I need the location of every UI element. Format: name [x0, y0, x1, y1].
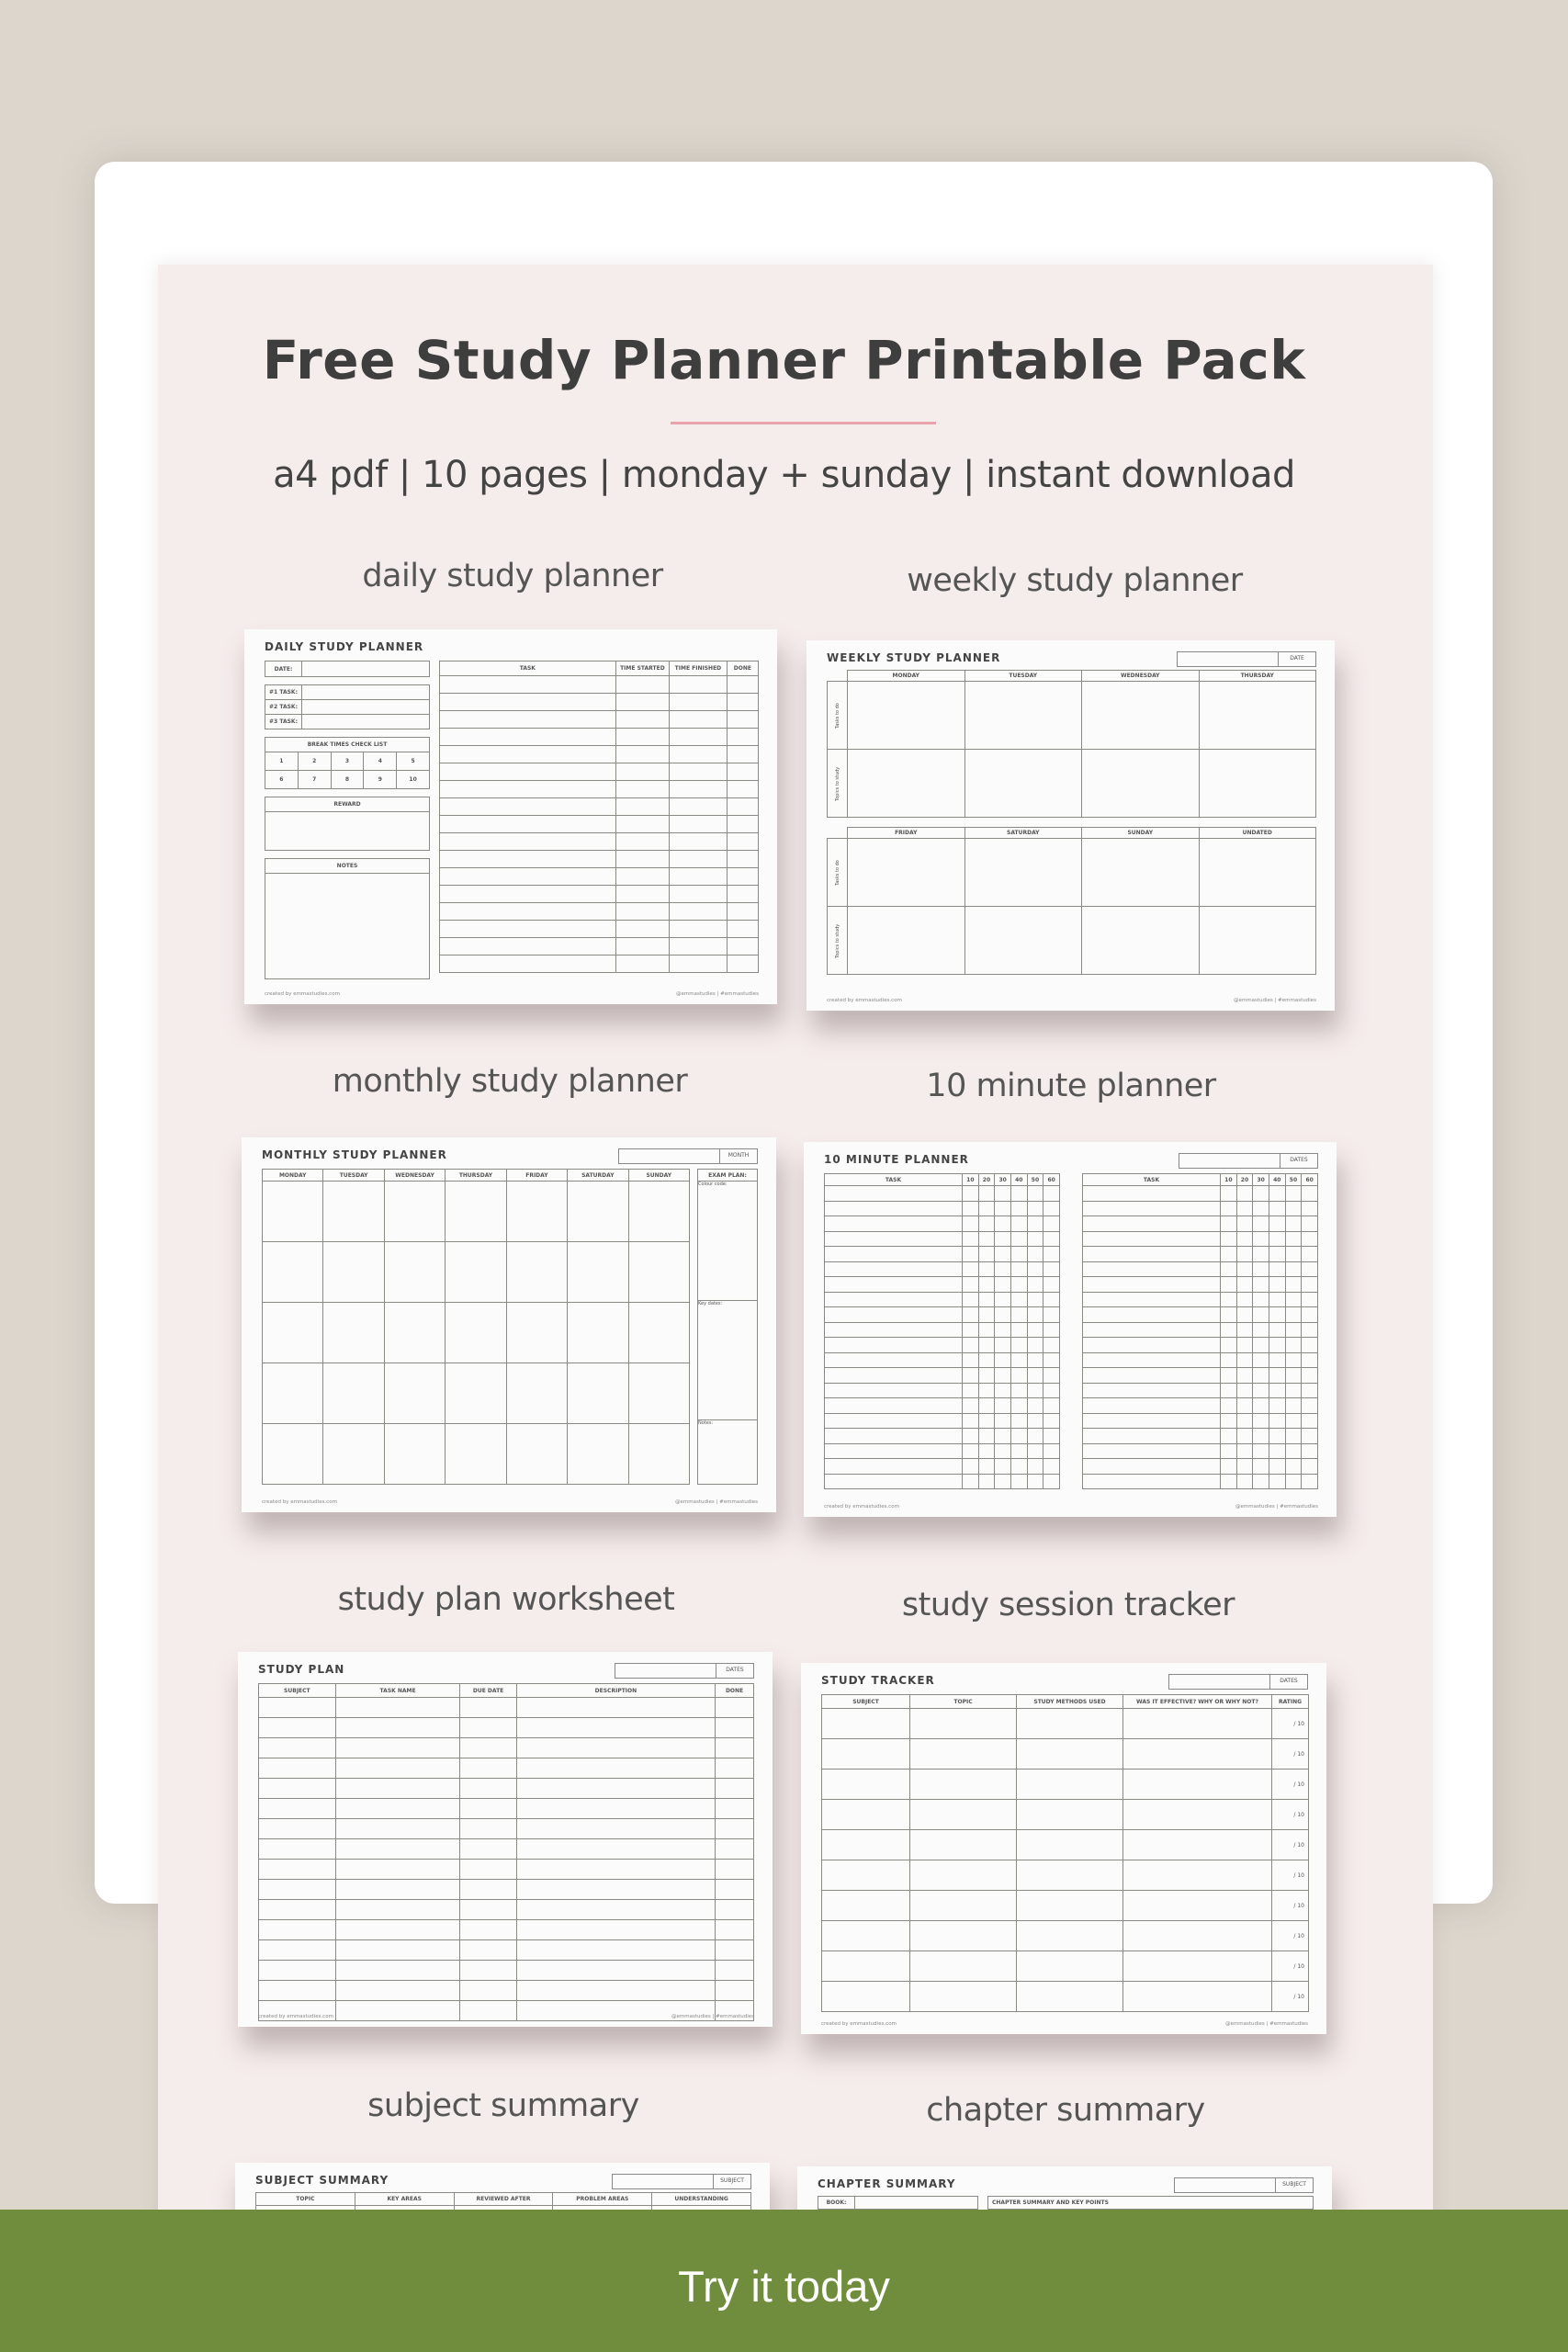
study-tracker-sheet: STUDY TRACKER DATES SUBJECT TOPIC STUDY METHODS USED WAS IT EFFECTIVE? WHY OR WHY NOT? RATING / 10 / 10 / 10 / 10 / 10 / 10 / 10 / 10 / 10 / 10 created by emmastudies.com @emmastudies | #emmastudies [801, 1663, 1326, 2034]
study-plan-sheet: STUDY PLAN DATES SUBJECT TASK NAME DUE DATE DESCRIPTION DONE created by emmastudies.com @emmastudies | #emmastudies [238, 1652, 773, 2027]
subject-field: SUBJECT [612, 2174, 751, 2189]
label-subject-summary: subject summary [367, 2087, 639, 2124]
weekly-planner-sheet: WEEKLY STUDY PLANNER DATE MONDAY TUESDAY WEDNESDAY THURSDAY Tasks to do Topics to study FRIDAY SATURDAY SUNDAY UNDATED Tasks to do Topics to study created by emmastudies.com @emmastudies | #emmastudies [807, 640, 1335, 1011]
label-10-minute: 10 minute planner [926, 1068, 1216, 1104]
monthly-planner-sheet: MONTHLY STUDY PLANNER MONTH MONDAY TUESDAY WEDNESDAY THURSDAY FRIDAY SATURDAY SUNDAY EXAM PLAN: Colour code: Key dates: Notes: created by emmastudies.com @emmastudies | #emmastudies [242, 1137, 776, 1512]
cta-banner[interactable] [0, 2210, 1568, 2352]
label-monthly: monthly study planner [332, 1063, 688, 1100]
daily-task-table: TASK TIME STARTED TIME FINISHED DONE [439, 661, 759, 973]
month-field: MONTH [618, 1148, 758, 1164]
ten-minute-planner-sheet: 10 MINUTE PLANNER DATES TASK 10 20 30 40 50 60 TASK 10 20 30 40 50 60 created by emmastudies.com @emmastudies | #emmastudies [804, 1142, 1337, 1517]
dates-field: DATES [1179, 1153, 1318, 1169]
daily-planner-sheet: DAILY STUDY PLANNER DATE: #1 TASK: #2 TASK: #3 TASK: BREAK TIMES CHECK LIST 1 2 3 4 5 6 7 8 9 10 REWARD NOTES TASK TIME STARTED TIME FINISHED DONE created by emmastudies.com @emmastudies | #emmastudies [244, 629, 777, 1004]
label-study-plan: study plan worksheet [337, 1581, 675, 1618]
label-weekly: weekly study planner [907, 562, 1243, 599]
subject-summary-sheet: SUBJECT SUMMARY SUBJECT TOPIC KEY AREAS REVIEWED AFTER PROBLEM AREAS UNDERSTANDING [235, 2163, 770, 2236]
sheet-title: DAILY STUDY PLANNER [265, 640, 424, 653]
title-divider [671, 422, 936, 424]
label-chapter-summary: chapter summary [926, 2092, 1205, 2129]
promo-title: Free Study Planner Printable Pack [262, 329, 1306, 391]
chapter-summary-sheet: CHAPTER SUMMARY SUBJECT BOOK: CHAPTER SUMMARY AND KEY POINTS [797, 2166, 1332, 2240]
dates-field: DATES [1168, 1674, 1308, 1690]
subject-field: SUBJECT [1174, 2177, 1314, 2193]
promo-subtitle: a4 pdf | 10 pages | monday + sunday | instant download [273, 454, 1295, 496]
date-field: DATE [1177, 651, 1316, 667]
try-it-today-button[interactable]: Try it today [678, 2262, 890, 2311]
label-daily: daily study planner [362, 558, 663, 594]
label-study-tracker: study session tracker [901, 1587, 1235, 1623]
dates-field: DATES [615, 1663, 754, 1679]
